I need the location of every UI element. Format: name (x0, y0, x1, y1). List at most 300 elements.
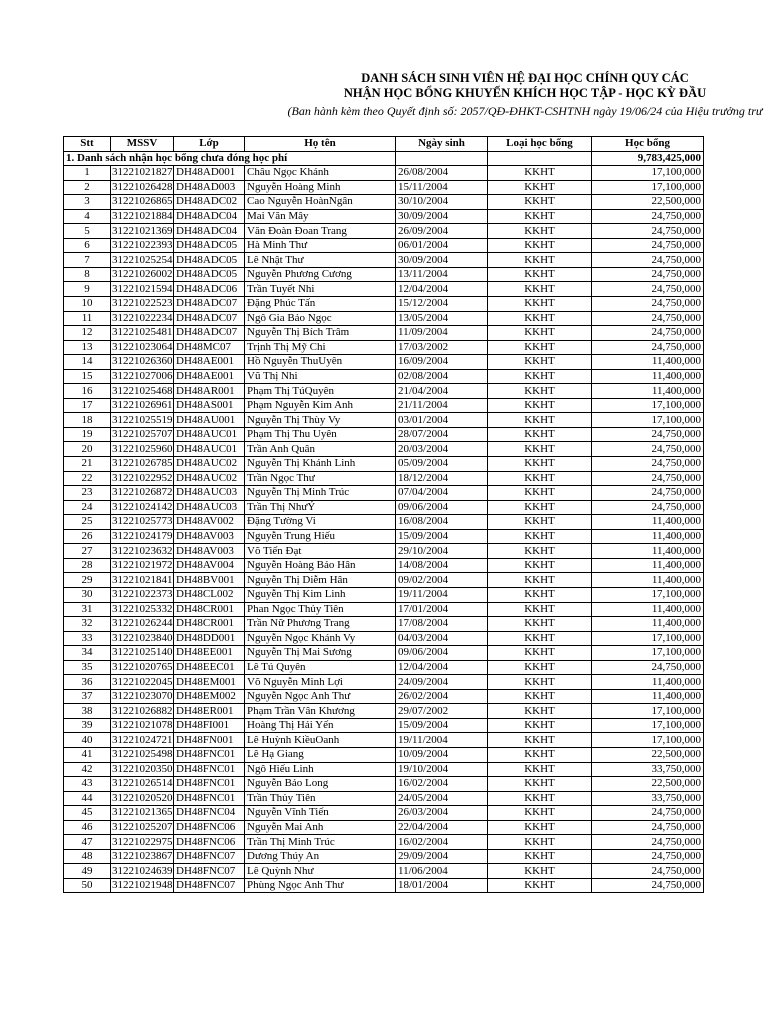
cell-mssv: 31221021365 (112, 806, 173, 819)
cell-ho-ten: Đặng Tường Vi (245, 515, 396, 530)
cell-stt: 35 (64, 660, 111, 675)
cell-lop: DH48FNC07 (174, 864, 245, 879)
cell-lop: DH48AUC03 (174, 486, 245, 501)
cell-ngay-sinh: 26/08/2004 (396, 166, 488, 181)
cell-lop: DH48AD003 (174, 180, 245, 195)
cell-ngay-sinh: 15/11/2004 (396, 180, 488, 195)
cell-stt: 37 (64, 689, 111, 704)
cell-stt: 15 (64, 369, 111, 384)
cell-mssv: 31221023632 (112, 544, 173, 557)
table-row (64, 675, 704, 690)
cell-hoc-bong: 17,100,000 (592, 413, 704, 428)
cell-mssv: 31221022393 (112, 239, 173, 252)
cell-mssv: 31221021078 (112, 719, 173, 732)
cell-hoc-bong: 17,100,000 (592, 704, 704, 719)
table-row (64, 762, 704, 777)
cell-loai-hoc-bong: KKHT (488, 675, 592, 690)
table-body (64, 151, 704, 893)
cell-lop: DH48CR001 (174, 617, 245, 632)
cell-stt: 6 (64, 238, 111, 253)
cell-lop: DH48FNC06 (174, 835, 245, 850)
col-header-lop: Lớp (174, 137, 245, 152)
cell-ngay-sinh: 09/06/2004 (396, 500, 488, 515)
cell-lop: DH48ADC04 (174, 224, 245, 239)
table-row (64, 617, 704, 632)
cell-loai-hoc-bong: KKHT (488, 238, 592, 253)
cell-ho-ten: Văn Đoàn Đoan Trang (245, 224, 396, 239)
cell-mssv: 31221025707 (112, 428, 173, 441)
cell-ho-ten: Phạm Thị TúQuyên (245, 384, 396, 399)
cell-loai-hoc-bong: KKHT (488, 209, 592, 224)
cell-loai-hoc-bong: KKHT (488, 529, 592, 544)
cell-lop: DH48AUC02 (174, 457, 245, 472)
cell-loai-hoc-bong: KKHT (488, 544, 592, 559)
cell-stt: 44 (64, 791, 111, 806)
cell-hoc-bong: 17,100,000 (592, 631, 704, 646)
cell-ho-ten: Cao Nguyễn HoànNgân (245, 195, 396, 210)
cell-stt: 23 (64, 486, 111, 501)
table-row (64, 457, 704, 472)
cell-ngay-sinh: 15/12/2004 (396, 297, 488, 312)
cell-ngay-sinh: 17/08/2004 (396, 617, 488, 632)
cell-loai-hoc-bong: KKHT (488, 762, 592, 777)
cell-lop: DH48ER001 (174, 704, 245, 719)
cell-stt: 12 (64, 326, 111, 341)
table-row (64, 267, 704, 282)
cell-hoc-bong: 22,500,000 (592, 777, 704, 792)
cell-stt: 42 (64, 762, 111, 777)
document-subtitle: (Ban hành kèm theo Quyết định số: 2057/QĐ-ĐHKT-CSHTNH ngày 19/06/24 của Hiệu trưởng trư (287, 104, 763, 118)
cell-hoc-bong: 24,750,000 (592, 311, 704, 326)
table-row (64, 253, 704, 268)
cell-ho-ten: Trần Thủy Tiên (245, 791, 396, 806)
cell-lop: DH48ADC07 (174, 311, 245, 326)
cell-stt: 7 (64, 253, 111, 268)
cell-ngay-sinh: 16/02/2004 (396, 777, 488, 792)
cell-stt: 47 (64, 835, 111, 850)
cell-ho-ten: Trần Thị NhưÝ (245, 500, 396, 515)
cell-ngay-sinh: 20/03/2004 (396, 442, 488, 457)
cell-lop: DH48ADC02 (174, 195, 245, 210)
cell-loai-hoc-bong: KKHT (488, 631, 592, 646)
cell-ho-ten: Trần Ngọc Thư (245, 471, 396, 486)
cell-stt: 32 (64, 617, 111, 632)
cell-hoc-bong: 17,100,000 (592, 398, 704, 413)
table-row (64, 878, 704, 893)
cell-ho-ten: Nguyễn Thị Thùy Vy (245, 413, 396, 428)
cell-ho-ten: Nguyễn Ngọc Khánh Vy (245, 631, 396, 646)
cell-mssv: 31221020765 (112, 660, 173, 673)
cell-mssv: 31221025332 (112, 602, 173, 615)
cell-ho-ten: Đặng Phúc Tấn (245, 297, 396, 312)
cell-ho-ten: Nguyễn Thị Kim Linh (245, 587, 396, 602)
cell-ho-ten: Lê Hạ Giang (245, 747, 396, 762)
cell-mssv: 31221024721 (112, 733, 173, 746)
cell-mssv: 31221026785 (112, 457, 173, 470)
cell-mssv: 31221025254 (112, 253, 173, 266)
cell-stt: 31 (64, 602, 111, 617)
table-row (64, 224, 704, 239)
cell-lop: DH48AU001 (174, 413, 245, 428)
table-row (64, 282, 704, 297)
cell-mssv: 31221023070 (112, 690, 173, 703)
cell-stt: 10 (64, 297, 111, 312)
cell-ngay-sinh: 18/01/2004 (396, 878, 488, 893)
cell-hoc-bong: 11,400,000 (592, 369, 704, 384)
table-row (64, 384, 704, 399)
cell-ngay-sinh: 12/04/2004 (396, 282, 488, 297)
cell-mssv: 31221021948 (112, 879, 173, 892)
cell-hoc-bong: 17,100,000 (592, 733, 704, 748)
cell-ngay-sinh: 02/08/2004 (396, 369, 488, 384)
cell-mssv: 31221025498 (112, 748, 173, 761)
cell-ngay-sinh: 13/11/2004 (396, 267, 488, 282)
cell-ngay-sinh: 15/09/2004 (396, 529, 488, 544)
cell-loai-hoc-bong: KKHT (488, 398, 592, 413)
cell-hoc-bong: 11,400,000 (592, 675, 704, 690)
cell-loai-hoc-bong: KKHT (488, 718, 592, 733)
cell-stt: 24 (64, 500, 111, 515)
cell-hoc-bong: 24,750,000 (592, 878, 704, 893)
cell-stt: 50 (64, 878, 111, 893)
cell-lop: DH48MC07 (174, 340, 245, 355)
cell-lop: DH48EM002 (174, 689, 245, 704)
cell-mssv: 31221025960 (112, 442, 173, 455)
cell-ho-ten: Hoàng Thị Hải Yến (245, 718, 396, 733)
cell-ho-ten: Võ Nguyễn Minh Lợi (245, 675, 396, 690)
cell-loai-hoc-bong: KKHT (488, 573, 592, 588)
cell-ho-ten: Mai Văn Mây (245, 209, 396, 224)
cell-ho-ten: Hà Minh Thư (245, 238, 396, 253)
cell-loai-hoc-bong: KKHT (488, 369, 592, 384)
section-label: 1. Danh sách nhận học bổng chưa đóng học phí (66, 151, 288, 164)
cell-loai-hoc-bong: KKHT (488, 282, 592, 297)
cell-ho-ten: Nguyễn Vĩnh Tiến (245, 806, 396, 821)
cell-hoc-bong: 22,500,000 (592, 195, 704, 210)
cell-lop: DH48FNC01 (174, 747, 245, 762)
cell-lop: DH48CR001 (174, 602, 245, 617)
section-row (64, 151, 704, 166)
table-row (64, 558, 704, 573)
cell-ho-ten: Nguyễn Hoàng Bảo Hân (245, 558, 396, 573)
cell-lop: DH48EE001 (174, 646, 245, 661)
cell-loai-hoc-bong: KKHT (488, 442, 592, 457)
table-row (64, 646, 704, 661)
table-row (64, 471, 704, 486)
cell-lop: DH48ADC07 (174, 326, 245, 341)
table-row (64, 573, 704, 588)
cell-ngay-sinh: 15/09/2004 (396, 718, 488, 733)
table-row (64, 326, 704, 341)
cell-ngay-sinh: 22/04/2004 (396, 820, 488, 835)
document-title-line2: NHẬN HỌC BỔNG KHUYẾN KHÍCH HỌC TẬP - HỌC KỲ ĐẦU (343, 86, 707, 100)
cell-lop: DH48EEC01 (174, 660, 245, 675)
cell-ngay-sinh: 19/10/2004 (396, 762, 488, 777)
cell-hoc-bong: 24,750,000 (592, 500, 704, 515)
cell-loai-hoc-bong: KKHT (488, 558, 592, 573)
cell-mssv: 31221026882 (112, 704, 173, 717)
cell-stt: 43 (64, 777, 111, 792)
cell-mssv: 31221022373 (112, 588, 173, 601)
cell-ho-ten: Nguyễn Phương Cương (245, 267, 396, 282)
table-row (64, 849, 704, 864)
cell-hoc-bong: 11,400,000 (592, 515, 704, 530)
cell-mssv: 31221026428 (112, 180, 173, 193)
table-header-row (64, 137, 704, 152)
cell-hoc-bong: 11,400,000 (592, 573, 704, 588)
cell-ho-ten: Nguyễn Trung Hiếu (245, 529, 396, 544)
cell-lop: DH48FNC04 (174, 806, 245, 821)
cell-ngay-sinh: 26/02/2004 (396, 689, 488, 704)
cell-loai-hoc-bong: KKHT (488, 486, 592, 501)
cell-ho-ten: Nguyễn Bảo Long (245, 777, 396, 792)
table-row (64, 311, 704, 326)
cell-ngay-sinh: 26/09/2004 (396, 224, 488, 239)
cell-lop: DH48AE001 (174, 355, 245, 370)
cell-mssv: 31221025519 (112, 413, 173, 426)
cell-ngay-sinh: 14/08/2004 (396, 558, 488, 573)
cell-lop: DH48AUC01 (174, 442, 245, 457)
cell-ho-ten: Phan Ngọc Thủy Tiên (245, 602, 396, 617)
cell-mssv: 31221020350 (112, 762, 173, 775)
col-header-ho-ten: Họ tên (245, 137, 396, 152)
cell-loai-hoc-bong: KKHT (488, 704, 592, 719)
cell-hoc-bong: 24,750,000 (592, 209, 704, 224)
cell-stt: 14 (64, 355, 111, 370)
cell-hoc-bong: 24,750,000 (592, 340, 704, 355)
cell-stt: 49 (64, 864, 111, 879)
cell-hoc-bong: 24,750,000 (592, 326, 704, 341)
cell-ngay-sinh: 28/07/2004 (396, 427, 488, 442)
cell-lop: DH48ADC07 (174, 297, 245, 312)
col-header-hoc-bong: Học bổng (592, 137, 704, 152)
table-row (64, 209, 704, 224)
cell-mssv: 31221021841 (112, 573, 173, 586)
cell-ngay-sinh: 16/09/2004 (396, 355, 488, 370)
cell-ngay-sinh: 11/09/2004 (396, 326, 488, 341)
cell-ngay-sinh: 05/09/2004 (396, 457, 488, 472)
table-row (64, 791, 704, 806)
cell-stt: 36 (64, 675, 111, 690)
cell-hoc-bong: 17,100,000 (592, 180, 704, 195)
cell-lop: DH48BV001 (174, 573, 245, 588)
section-total: 9,783,425,000 (592, 151, 704, 166)
cell-loai-hoc-bong: KKHT (488, 311, 592, 326)
cell-ngay-sinh: 11/06/2004 (396, 864, 488, 879)
cell-loai-hoc-bong: KKHT (488, 326, 592, 341)
cell-stt: 21 (64, 457, 111, 472)
col-header-ngay-sinh: Ngày sinh (396, 137, 488, 152)
cell-lop: DH48AE001 (174, 369, 245, 384)
cell-loai-hoc-bong: KKHT (488, 587, 592, 602)
cell-lop: DH48FI001 (174, 718, 245, 733)
cell-hoc-bong: 24,750,000 (592, 427, 704, 442)
cell-hoc-bong: 33,750,000 (592, 762, 704, 777)
cell-loai-hoc-bong: KKHT (488, 355, 592, 370)
table-row (64, 631, 704, 646)
cell-lop: DH48ADC04 (174, 209, 245, 224)
cell-loai-hoc-bong: KKHT (488, 267, 592, 282)
cell-mssv: 31221021827 (112, 166, 173, 179)
table-row (64, 864, 704, 879)
cell-lop: DH48FNC07 (174, 878, 245, 893)
cell-hoc-bong: 24,750,000 (592, 835, 704, 850)
cell-lop: DH48ADC05 (174, 253, 245, 268)
table-row (64, 355, 704, 370)
cell-hoc-bong: 11,400,000 (592, 689, 704, 704)
cell-ngay-sinh: 04/03/2004 (396, 631, 488, 646)
cell-hoc-bong: 24,750,000 (592, 820, 704, 835)
cell-ngay-sinh: 17/03/2002 (396, 340, 488, 355)
table-row (64, 718, 704, 733)
cell-hoc-bong: 24,750,000 (592, 864, 704, 879)
cell-loai-hoc-bong: KKHT (488, 297, 592, 312)
cell-hoc-bong: 22,500,000 (592, 747, 704, 762)
cell-ngay-sinh: 16/08/2004 (396, 515, 488, 530)
cell-mssv: 31221025481 (112, 326, 173, 339)
cell-mssv: 31221022045 (112, 675, 173, 688)
cell-mssv: 31221022523 (112, 297, 173, 310)
cell-mssv: 31221026514 (112, 777, 173, 790)
cell-ngay-sinh: 26/03/2004 (396, 806, 488, 821)
cell-stt: 17 (64, 398, 111, 413)
cell-loai-hoc-bong: KKHT (488, 849, 592, 864)
cell-lop: DH48FNC07 (174, 849, 245, 864)
cell-hoc-bong: 24,750,000 (592, 282, 704, 297)
cell-stt: 46 (64, 820, 111, 835)
cell-loai-hoc-bong: KKHT (488, 384, 592, 399)
cell-ngay-sinh: 10/09/2004 (396, 747, 488, 762)
cell-ho-ten: Phùng Ngọc Anh Thư (245, 878, 396, 893)
cell-stt: 19 (64, 427, 111, 442)
cell-ngay-sinh: 19/11/2004 (396, 733, 488, 748)
document-title-line1: DANH SÁCH SINH VIÊN HỆ ĐẠI HỌC CHÍNH QUY CÁC (361, 71, 689, 85)
cell-ho-ten: Nguyễn Hoàng Minh (245, 180, 396, 195)
table-row (64, 515, 704, 530)
cell-ngay-sinh: 30/10/2004 (396, 195, 488, 210)
table-row (64, 689, 704, 704)
cell-lop: DH48AUC03 (174, 500, 245, 515)
cell-lop: DH48FN001 (174, 733, 245, 748)
cell-lop: DH48AD001 (174, 166, 245, 181)
cell-ho-ten: Nguyễn Thị Khánh Linh (245, 457, 396, 472)
cell-mssv: 31221027006 (112, 370, 173, 383)
cell-ngay-sinh: 18/12/2004 (396, 471, 488, 486)
cell-loai-hoc-bong: KKHT (488, 224, 592, 239)
cell-mssv: 31221021369 (112, 224, 173, 237)
cell-ngay-sinh: 30/09/2004 (396, 209, 488, 224)
cell-hoc-bong: 11,400,000 (592, 602, 704, 617)
cell-mssv: 31221021884 (112, 210, 173, 222)
cell-mssv: 31221022952 (112, 471, 173, 484)
table-row (64, 340, 704, 355)
cell-ho-ten: Nguyễn Thị Bích Trâm (245, 326, 396, 341)
table-row (64, 442, 704, 457)
cell-hoc-bong: 24,750,000 (592, 442, 704, 457)
cell-loai-hoc-bong: KKHT (488, 791, 592, 806)
cell-stt: 16 (64, 384, 111, 399)
cell-ho-ten: Phạm Thị Thu Uyên (245, 427, 396, 442)
cell-stt: 3 (64, 195, 111, 210)
cell-lop: DH48FNC06 (174, 820, 245, 835)
cell-lop: DH48AUC01 (174, 427, 245, 442)
cell-lop: DH48AR001 (174, 384, 245, 399)
cell-mssv: 31221025207 (112, 820, 173, 833)
cell-mssv: 31221023840 (112, 631, 173, 644)
cell-hoc-bong: 11,400,000 (592, 617, 704, 632)
cell-loai-hoc-bong: KKHT (488, 166, 592, 181)
cell-lop: DH48ADC06 (174, 282, 245, 297)
col-header-loai-hoc-bong: Loại học bổng (488, 137, 592, 152)
cell-ngay-sinh: 13/05/2004 (396, 311, 488, 326)
cell-stt: 41 (64, 747, 111, 762)
table-row (64, 297, 704, 312)
cell-loai-hoc-bong: KKHT (488, 646, 592, 661)
cell-loai-hoc-bong: KKHT (488, 457, 592, 472)
cell-ho-ten: Trần Anh Quân (245, 442, 396, 457)
cell-lop: DH48AV004 (174, 558, 245, 573)
cell-hoc-bong: 24,750,000 (592, 486, 704, 501)
cell-ngay-sinh: 16/02/2004 (396, 835, 488, 850)
cell-ngay-sinh: 29/09/2004 (396, 849, 488, 864)
table-row (64, 747, 704, 762)
cell-stt: 9 (64, 282, 111, 297)
cell-ho-ten: Phạm Trần Vân Khương (245, 704, 396, 719)
table-row (64, 238, 704, 253)
cell-stt: 48 (64, 849, 111, 864)
table-row (64, 166, 704, 181)
cell-ngay-sinh: 29/07/2002 (396, 704, 488, 719)
table-row (64, 195, 704, 210)
cell-ngay-sinh: 24/09/2004 (396, 675, 488, 690)
cell-stt: 28 (64, 558, 111, 573)
cell-loai-hoc-bong: KKHT (488, 180, 592, 195)
table-row (64, 529, 704, 544)
cell-mssv: 31221022975 (112, 835, 173, 848)
cell-stt: 5 (64, 224, 111, 239)
cell-ho-ten: Nguyễn Thị Minh Trúc (245, 486, 396, 501)
cell-hoc-bong: 17,100,000 (592, 718, 704, 733)
cell-stt: 40 (64, 733, 111, 748)
cell-hoc-bong: 24,750,000 (592, 238, 704, 253)
table-row (64, 835, 704, 850)
cell-stt: 2 (64, 180, 111, 195)
cell-mssv: 31221023064 (112, 340, 173, 353)
scholarship-table (63, 136, 704, 893)
cell-loai-hoc-bong: KKHT (488, 747, 592, 762)
cell-hoc-bong: 24,750,000 (592, 471, 704, 486)
cell-ho-ten: Lê Tú Quyên (245, 660, 396, 675)
cell-lop: DH48AV003 (174, 529, 245, 544)
cell-hoc-bong: 24,750,000 (592, 660, 704, 675)
cell-stt: 1 (64, 166, 111, 181)
cell-hoc-bong: 24,750,000 (592, 806, 704, 821)
cell-lop: DH48FNC01 (174, 762, 245, 777)
col-header-mssv: MSSV (111, 137, 174, 152)
table-row (64, 369, 704, 384)
cell-stt: 45 (64, 806, 111, 821)
cell-mssv: 31221025773 (112, 515, 173, 528)
cell-loai-hoc-bong: KKHT (488, 806, 592, 821)
cell-ho-ten: Nguyễn Thị Diễm Hân (245, 573, 396, 588)
cell-mssv: 31221026360 (112, 355, 173, 368)
cell-ho-ten: Trần Tuyết Nhi (245, 282, 396, 297)
cell-stt: 33 (64, 631, 111, 646)
cell-lop: DH48FNC01 (174, 777, 245, 792)
cell-stt: 11 (64, 311, 111, 326)
cell-mssv: 31221022234 (112, 311, 173, 324)
cell-ho-ten: Võ Tiến Đạt (245, 544, 396, 559)
